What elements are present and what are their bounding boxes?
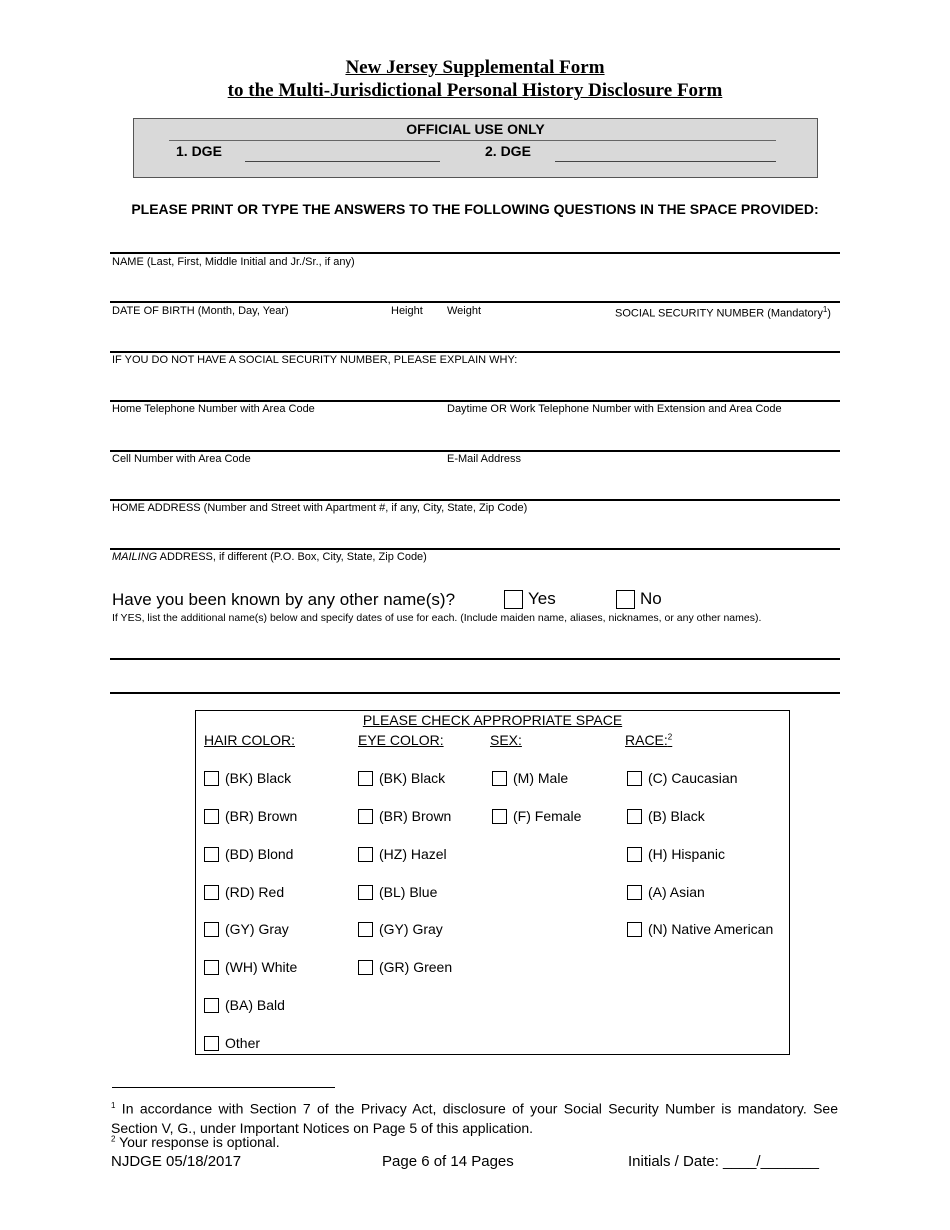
eye-green-label: (GR) Green [379, 959, 453, 975]
ssn-footnote-ref: 1 [822, 305, 828, 314]
eye-gray-checkbox[interactable] [358, 922, 373, 937]
other-names-field-2[interactable] [110, 662, 840, 690]
footnote-1-text: In accordance with Section 7 of the Privacy Act, disclosure of your Social Security Number is mandatory. See Section V, G., under Important Notices on Page 5 of this application. [111, 1100, 838, 1136]
footnote-2 [111, 1134, 280, 1150]
mailing-address-line [110, 548, 840, 550]
name-line [110, 252, 840, 254]
hair-option-black[interactable] [204, 770, 291, 786]
sex-female-label: (F) Female [513, 808, 582, 824]
race-option-black[interactable] [627, 808, 705, 824]
race-heading-text: RACE: [625, 732, 668, 748]
yes-label: Yes [528, 589, 556, 608]
height-label: Height [391, 305, 423, 317]
hair-white-label: (WH) White [225, 959, 298, 975]
ssn-explain-label: IF YOU DO NOT HAVE A SOCIAL SECURITY NUMBER, PLEASE EXPLAIN WHY: [112, 354, 518, 366]
dge2-field[interactable] [555, 161, 776, 162]
ssn-explain-field[interactable] [110, 368, 840, 398]
footnote-separator [112, 1087, 335, 1088]
footnote-1-number: 1 [111, 1101, 116, 1110]
form-id: NJDGE 05/18/2017 [111, 1153, 242, 1170]
race-option-caucasian[interactable] [627, 770, 737, 786]
official-use-box [133, 118, 818, 178]
hair-blond-checkbox[interactable] [204, 847, 219, 862]
race-option-native-american[interactable] [627, 921, 773, 937]
footnote-2-number: 2 [111, 1134, 116, 1144]
eye-brown-label: (BR) Brown [379, 808, 452, 824]
home-address-label: HOME ADDRESS (Number and Street with Apartment #, if any, City, State, Zip Code) [112, 502, 528, 514]
eye-gray-label: (GY) Gray [379, 921, 443, 937]
race-black-label: (B) Black [648, 808, 705, 824]
eye-hazel-label: (HZ) Hazel [379, 846, 447, 862]
race-asian-checkbox[interactable] [627, 885, 642, 900]
cell-label: Cell Number with Area Code [112, 453, 251, 465]
eye-blue-label: (BL) Blue [379, 884, 438, 900]
other-names-line-1 [110, 658, 840, 660]
ssn-explain-line [110, 351, 840, 353]
eye-option-green[interactable] [358, 959, 452, 975]
hair-option-gray[interactable] [204, 921, 289, 937]
initials-date-field[interactable]: Initials / Date: ____/_______ [628, 1153, 819, 1170]
mailing-italic: MAILING [112, 551, 158, 563]
other-names-field-1[interactable] [110, 630, 840, 656]
hair-red-label: (RD) Red [225, 884, 285, 900]
other-names-question: Have you been known by any other name(s)? [112, 590, 456, 609]
race-option-hispanic[interactable] [627, 846, 725, 862]
hair-option-brown[interactable] [204, 808, 297, 824]
hair-brown-checkbox[interactable] [204, 809, 219, 824]
race-hispanic-label: (H) Hispanic [648, 846, 726, 862]
form-title-line1: New Jersey Supplemental Form [345, 57, 605, 78]
eye-brown-checkbox[interactable] [358, 809, 373, 824]
hair-brown-label: (BR) Brown [225, 808, 298, 824]
other-names-yes[interactable] [504, 589, 556, 609]
form-title-line2: to the Multi-Jurisdictional Personal History Disclosure Form [227, 80, 723, 101]
footnote-1 [111, 1096, 838, 1138]
hair-option-blond[interactable] [204, 846, 293, 862]
hair-other-label: Other [225, 1035, 261, 1051]
dob-line [110, 301, 840, 303]
hair-gray-label: (GY) Gray [225, 921, 289, 937]
sex-option-female[interactable] [492, 808, 581, 824]
yes-checkbox[interactable] [504, 590, 523, 609]
hair-option-bald[interactable] [204, 997, 285, 1013]
race-option-asian[interactable] [627, 884, 705, 900]
race-native-american-label: (N) Native American [648, 921, 774, 937]
eye-green-checkbox[interactable] [358, 960, 373, 975]
eye-blue-checkbox[interactable] [358, 885, 373, 900]
race-footnote-ref: 2 [667, 732, 673, 742]
hair-black-label: (BK) Black [225, 770, 292, 786]
eye-option-gray[interactable] [358, 921, 443, 937]
dge2-label: 2. DGE [485, 143, 531, 159]
weight-label: Weight [447, 305, 482, 317]
other-names-no[interactable] [616, 589, 662, 609]
hair-bald-checkbox[interactable] [204, 998, 219, 1013]
instructions: PLEASE PRINT OR TYPE THE ANSWERS TO THE FOLLOWING QUESTIONS IN THE SPACE PROVIDED: [131, 201, 819, 217]
other-names-line-2 [110, 692, 840, 694]
race-native-american-checkbox[interactable] [627, 922, 642, 937]
sex-male-label: (M) Male [513, 770, 569, 786]
race-asian-label: (A) Asian [648, 884, 705, 900]
race-hispanic-checkbox[interactable] [627, 847, 642, 862]
dob-label: DATE OF BIRTH (Month, Day, Year) [112, 305, 289, 317]
eye-hazel-checkbox[interactable] [358, 847, 373, 862]
eye-option-hazel[interactable] [358, 846, 447, 862]
hair-black-checkbox[interactable] [204, 771, 219, 786]
page-number: Page 6 of 14 Pages [382, 1153, 514, 1170]
home-address-field[interactable] [110, 516, 840, 546]
official-use-title: OFFICIAL USE ONLY [406, 121, 545, 137]
sex-male-checkbox[interactable] [492, 771, 507, 786]
footnote-2-text: Your response is optional. [115, 1134, 280, 1150]
work-phone-label: Daytime OR Work Telephone Number with Extension and Area Code [447, 403, 782, 415]
official-use-divider [169, 140, 776, 141]
eye-black-checkbox[interactable] [358, 771, 373, 786]
phone-field[interactable] [110, 417, 840, 447]
hair-red-checkbox[interactable] [204, 885, 219, 900]
ssn-label: SOCIAL SECURITY NUMBER (Mandatory$^1$) [615, 305, 831, 320]
home-address-line [110, 499, 840, 501]
eye-option-black[interactable] [358, 770, 445, 786]
eye-color-heading: EYE COLOR: [358, 732, 444, 748]
hair-other-checkbox[interactable] [204, 1036, 219, 1051]
phone-line [110, 400, 840, 402]
hair-option-white[interactable] [204, 959, 297, 975]
no-checkbox[interactable] [616, 590, 635, 609]
home-phone-label: Home Telephone Number with Area Code [112, 403, 315, 415]
dge1-field[interactable] [245, 161, 440, 162]
email-label: E-Mail Address [447, 453, 521, 465]
eye-option-brown[interactable] [358, 808, 451, 824]
hair-white-checkbox[interactable] [204, 960, 219, 975]
dge1-label: 1. DGE [176, 143, 222, 159]
race-caucasian-checkbox[interactable] [627, 771, 642, 786]
cell-line [110, 450, 840, 452]
hair-option-red[interactable] [204, 884, 284, 900]
race-caucasian-label: (C) Caucasian [648, 770, 738, 786]
cell-email-field[interactable] [110, 467, 840, 497]
hair-color-heading: HAIR COLOR: [204, 732, 296, 748]
name-label: NAME (Last, First, Middle Initial and Jr./Sr., if any) [112, 256, 355, 268]
hair-blond-label: (BD) Blond [225, 846, 294, 862]
hair-gray-checkbox[interactable] [204, 922, 219, 937]
hair-option-other[interactable] [204, 1035, 260, 1051]
sex-female-checkbox[interactable] [492, 809, 507, 824]
ssn-label-text: SOCIAL SECURITY NUMBER (Mandatory [615, 307, 823, 320]
sex-option-male[interactable] [492, 770, 568, 786]
eye-option-blue[interactable] [358, 884, 437, 900]
dob-row-field[interactable] [110, 319, 840, 349]
check-section-title: PLEASE CHECK APPROPRIATE SPACE [362, 712, 623, 728]
check-section-box [195, 710, 790, 1055]
sex-heading: SEX: [490, 732, 522, 748]
eye-black-label: (BK) Black [379, 770, 446, 786]
other-names-instruction: If YES, list the additional name(s) below and specify dates of use for each. (Include maiden name, aliases, nicknames, or any other names). [112, 612, 762, 624]
no-label: No [640, 589, 662, 608]
mailing-address-label [112, 551, 427, 563]
race-black-checkbox[interactable] [627, 809, 642, 824]
name-field[interactable] [110, 270, 840, 300]
mailing-address-text: ADDRESS, if different (P.O. Box, City, State, Zip Code) [157, 551, 427, 563]
hair-bald-label: (BA) Bald [225, 997, 285, 1013]
race-heading [625, 732, 672, 748]
